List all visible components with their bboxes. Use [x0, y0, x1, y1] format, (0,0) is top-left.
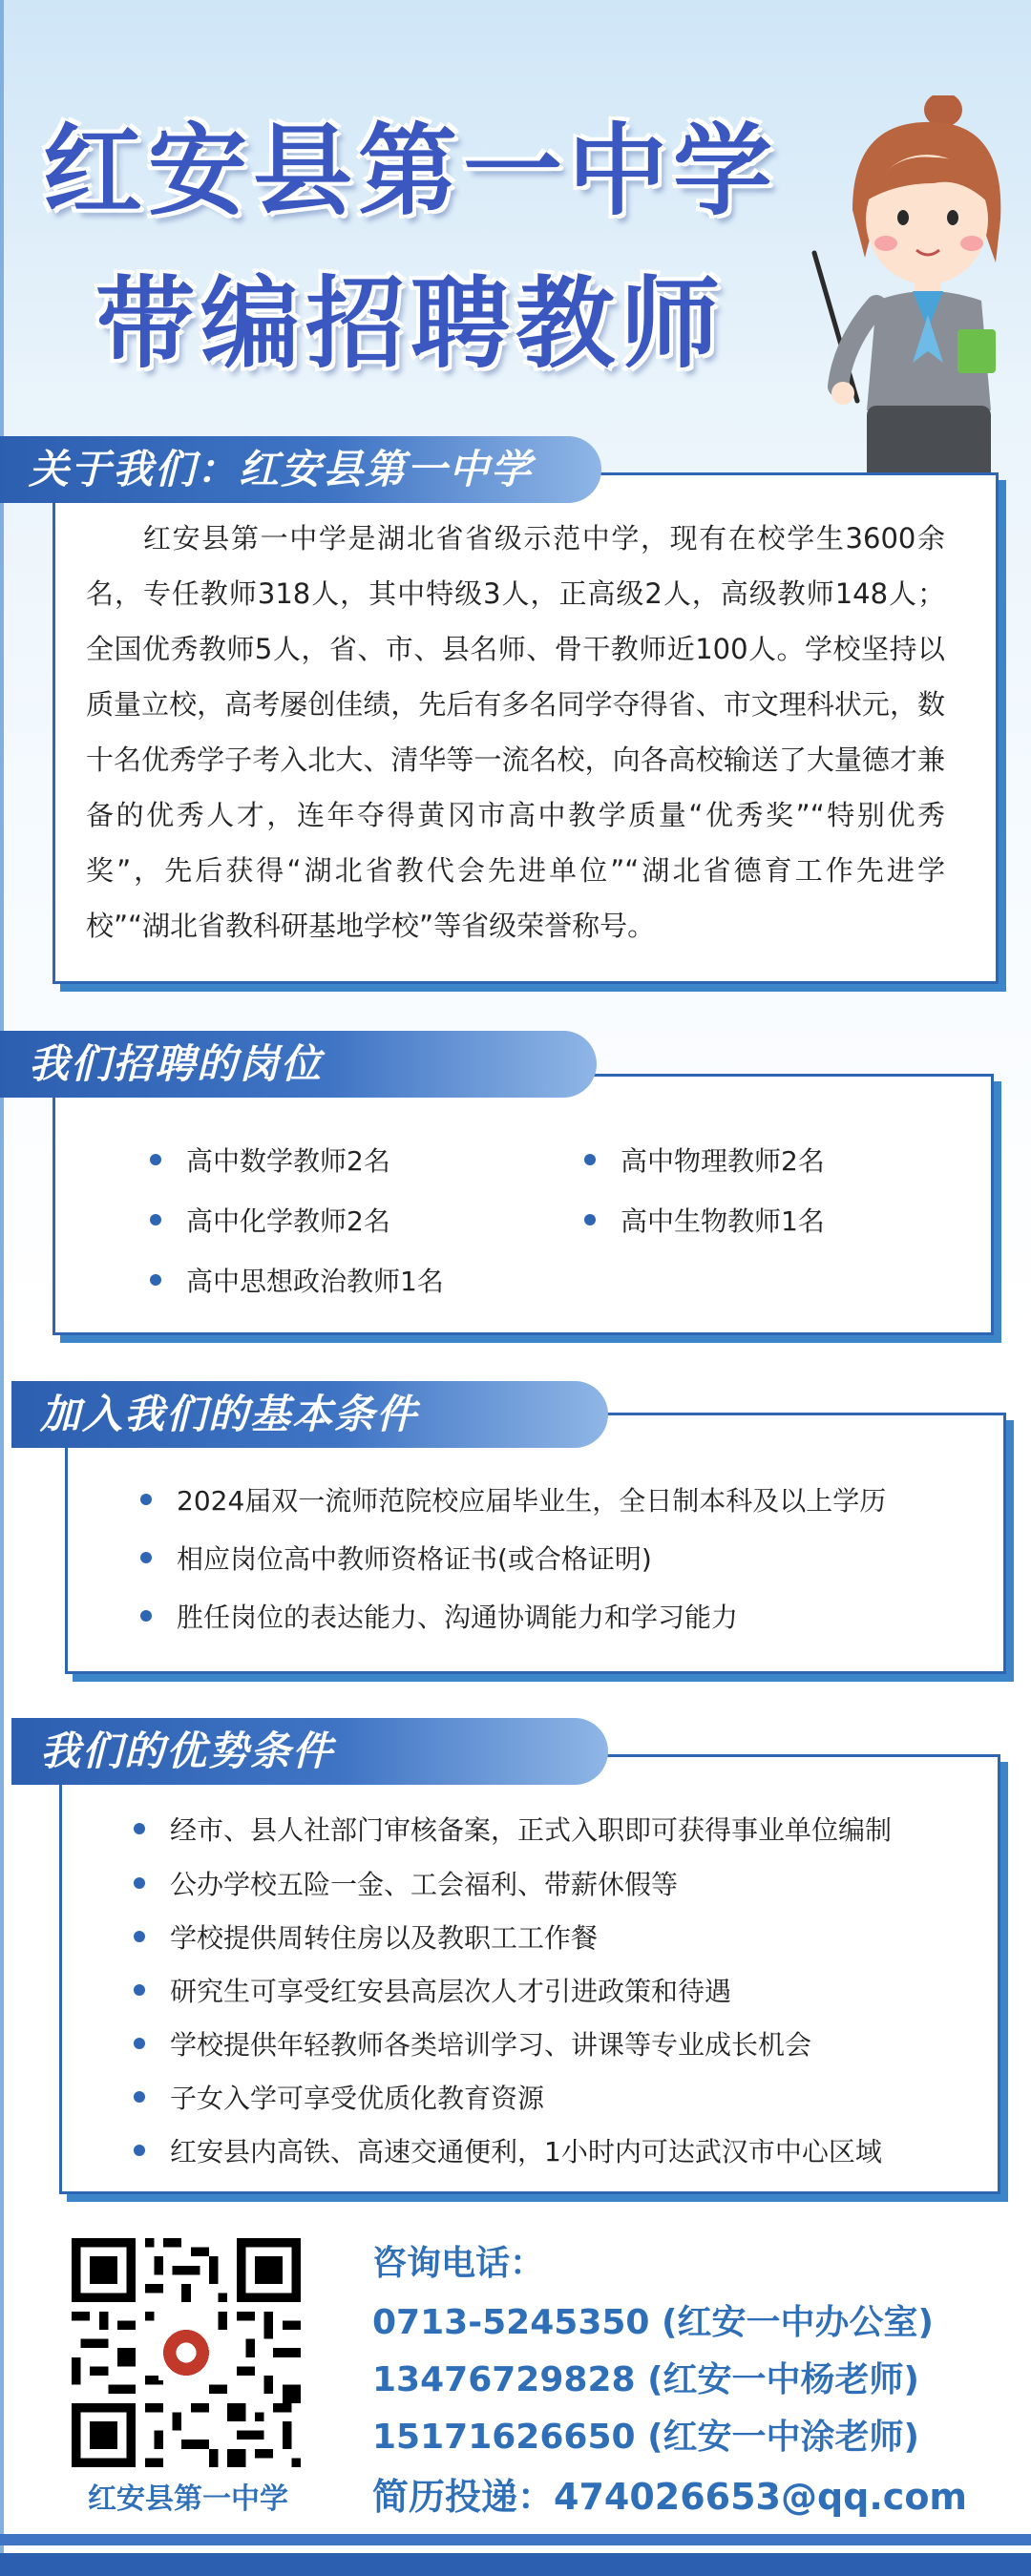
positions-section-label: 我们招聘的岗位: [0, 1031, 597, 1098]
hero-title-line2: 带编招聘教师: [95, 265, 726, 382]
contact-phone-yang[interactable]: 13476729828 (红安一中杨老师): [372, 2360, 919, 2399]
footer-stripe-thick: [0, 2553, 1031, 2576]
about-paragraph: 红安县第一中学是湖北省省级示范中学，现有在校学生3600余名，专任教师318人，其中特级3人，正高级2人，高级教师148人；全国优秀教师5人，省、市、县名师、骨干教师近100人。学校坚持以质量立校，高考屡创佳绩，先后有多名同学夺得省、市文理科状元，数十名优秀学子考入北大、清华等一流名校，向各高校输送了大量德才兼备的优秀人才，连年夺得黄冈市高中教学质量“优秀奖”“特别优秀奖”，先后获得“湖北省教代会先进单位”“湖北省德育工作先进学校”“湖北省教科研基地学校”等省级荣誉称号。: [86, 522, 945, 942]
position-item-chemistry: 高中化学教师2名: [186, 1201, 390, 1239]
benefit-item: 学校提供周转住房以及教职工工作餐: [170, 1917, 598, 1956]
benefit-item: 研究生可享受红安县高层次人才引进政策和待遇: [170, 1971, 731, 2009]
position-item-math: 高中数学教师2名: [186, 1141, 390, 1179]
contact-phone-tu[interactable]: 15171626650 (红安一中涂老师): [372, 2418, 919, 2457]
about-section-label: 关于我们：红安县第一中学: [0, 436, 601, 503]
hero-title-line1: 红安县第一中学: [42, 113, 778, 229]
benefit-item: 子女入学可享受优质化教育资源: [170, 2078, 544, 2116]
qr-caption: 红安县第一中学: [88, 2482, 288, 2516]
position-item-politics: 高中思想政治教师1名: [186, 1261, 444, 1299]
requirement-item: 胜任岗位的表达能力、沟通协调能力和学习能力: [177, 1597, 738, 1635]
benefit-item: 经市、县人社部门审核备案，正式入职即可获得事业单位编制: [170, 1810, 892, 1848]
requirement-item: 2024届双一流师范院校应届毕业生，全日制本科及以上学历: [177, 1480, 886, 1518]
position-item-physics: 高中物理教师2名: [621, 1141, 825, 1179]
contact-heading: 咨询电话：: [372, 2244, 545, 2283]
benefit-item: 红安县内高铁、高速交通便利，1小时内可达武汉市中心区域: [170, 2131, 882, 2169]
contact-email[interactable]: 简历投递：474026653@qq.com: [372, 2476, 968, 2518]
qr-code[interactable]: [72, 2238, 301, 2467]
benefit-item: 公办学校五险一金、工会福利、带薪休假等: [170, 1864, 678, 1902]
benefit-item: 学校提供年轻教师各类培训学习、讲课等专业成长机会: [170, 2024, 811, 2063]
position-item-biology: 高中生物教师1名: [621, 1201, 825, 1239]
benefits-section-label: 我们的优势条件: [11, 1718, 608, 1785]
requirement-item: 相应岗位高中教师资格证书(或合格证明): [177, 1539, 652, 1577]
contact-phone-office[interactable]: 0713-5245350 (红安一中办公室): [372, 2303, 934, 2342]
footer-stripe-thin: [0, 2534, 1031, 2545]
requirements-section-label: 加入我们的基本条件: [11, 1381, 608, 1448]
